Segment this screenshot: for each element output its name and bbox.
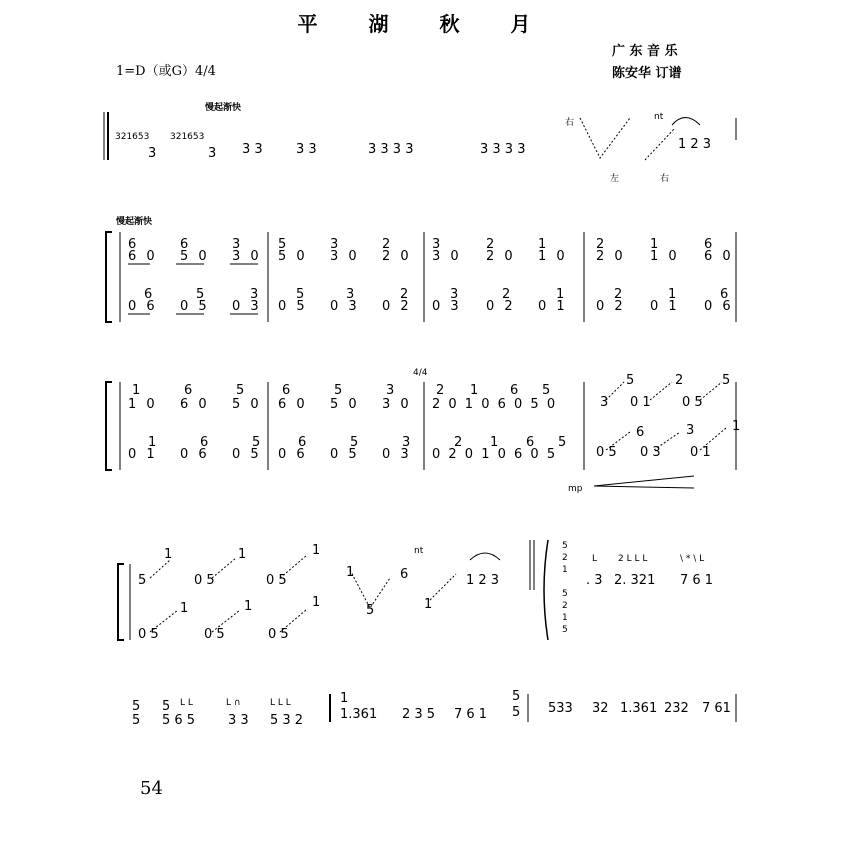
time-change: 4/4 bbox=[413, 368, 428, 378]
arranger-label: 陈安华 订谱 bbox=[612, 66, 682, 81]
dynamics-mark: mp bbox=[568, 484, 583, 494]
note: 3 bbox=[208, 146, 217, 161]
note: 3 3 3 3 bbox=[368, 142, 414, 157]
note: 3 3 bbox=[242, 142, 263, 157]
note: 3 3 3 3 bbox=[480, 142, 526, 157]
hand-right: 右 bbox=[565, 118, 575, 128]
note: 3 bbox=[148, 146, 157, 161]
grace-note: 321653 bbox=[115, 132, 150, 142]
tempo-mark-2: 慢起渐快 bbox=[116, 217, 153, 227]
page-number: 54 bbox=[140, 778, 163, 799]
score-page: 平 湖 秋 月 广 东 音 乐 陈安华 订谱 1=D（或G）4/4 慢起渐快 慢起渐快 4/4 321653 3 321653 3 3 3 3 3 3 3 3 3 3 3 3 3 右 左 右 nt 1 2 3 6 6 3 5 3 2 3 2 1 2 1 6 6 0 5 0 3 0 5 0 3 0 2 0 3 0 2 0 1 0 2 0 1 0 6 0 6 5 3 5 3 2 3 2 1 2 1 6 0 6 0 5 0 3 0 5 0 3 0 2 0 3 0 2 0 1 0 2 0 1 0 6 1 6 5 6 5 3 2 1 6 5 1 0 6 0 5 0 6 0 5 0 3 0 2 0 1 0 6 0 5 0 3 0 1 0 5 5 2 5 1 6 5 6 5 3 2 1 6 5 0 1 0 6 0 5 0 6 0 5 0 3 0 2 0 1 0 6 0 5 0 5 0 3 0 1 6 3 1 mp 5 0 5 0 5 1 1 1 0 5 0 5 0 5 1 1 1 nt 1 6 5 1 1 2 3 5 2 1 5 2 1 5 . 3 2. 321 7 6 1 L 2 L L L \ * \ L 5 5 5 5 6 5 3 3 5 3 2 L L L ∩ L L L 1 1.361 2 3 5 7 6 1 5 5 533 32 1.361 232 7 61 54 bbox=[0, 0, 850, 853]
tempo-mark-1: 慢起渐快 bbox=[205, 103, 242, 113]
triplet-2: 1 2 3 bbox=[466, 573, 500, 588]
nt-mark: nt bbox=[654, 112, 664, 122]
triplet: 1 2 3 bbox=[678, 137, 712, 152]
key-signature: 1=D（或G）4/4 bbox=[116, 64, 216, 79]
note: 3 3 bbox=[296, 142, 317, 157]
origin-label: 广 东 音 乐 bbox=[612, 44, 678, 59]
hand-left: 左 bbox=[610, 174, 620, 184]
nt-mark-2: nt bbox=[414, 546, 424, 556]
hand-right: 右 bbox=[660, 174, 670, 184]
grace-note: 321653 bbox=[170, 132, 205, 142]
page-title: 平 湖 秋 月 bbox=[297, 12, 553, 36]
